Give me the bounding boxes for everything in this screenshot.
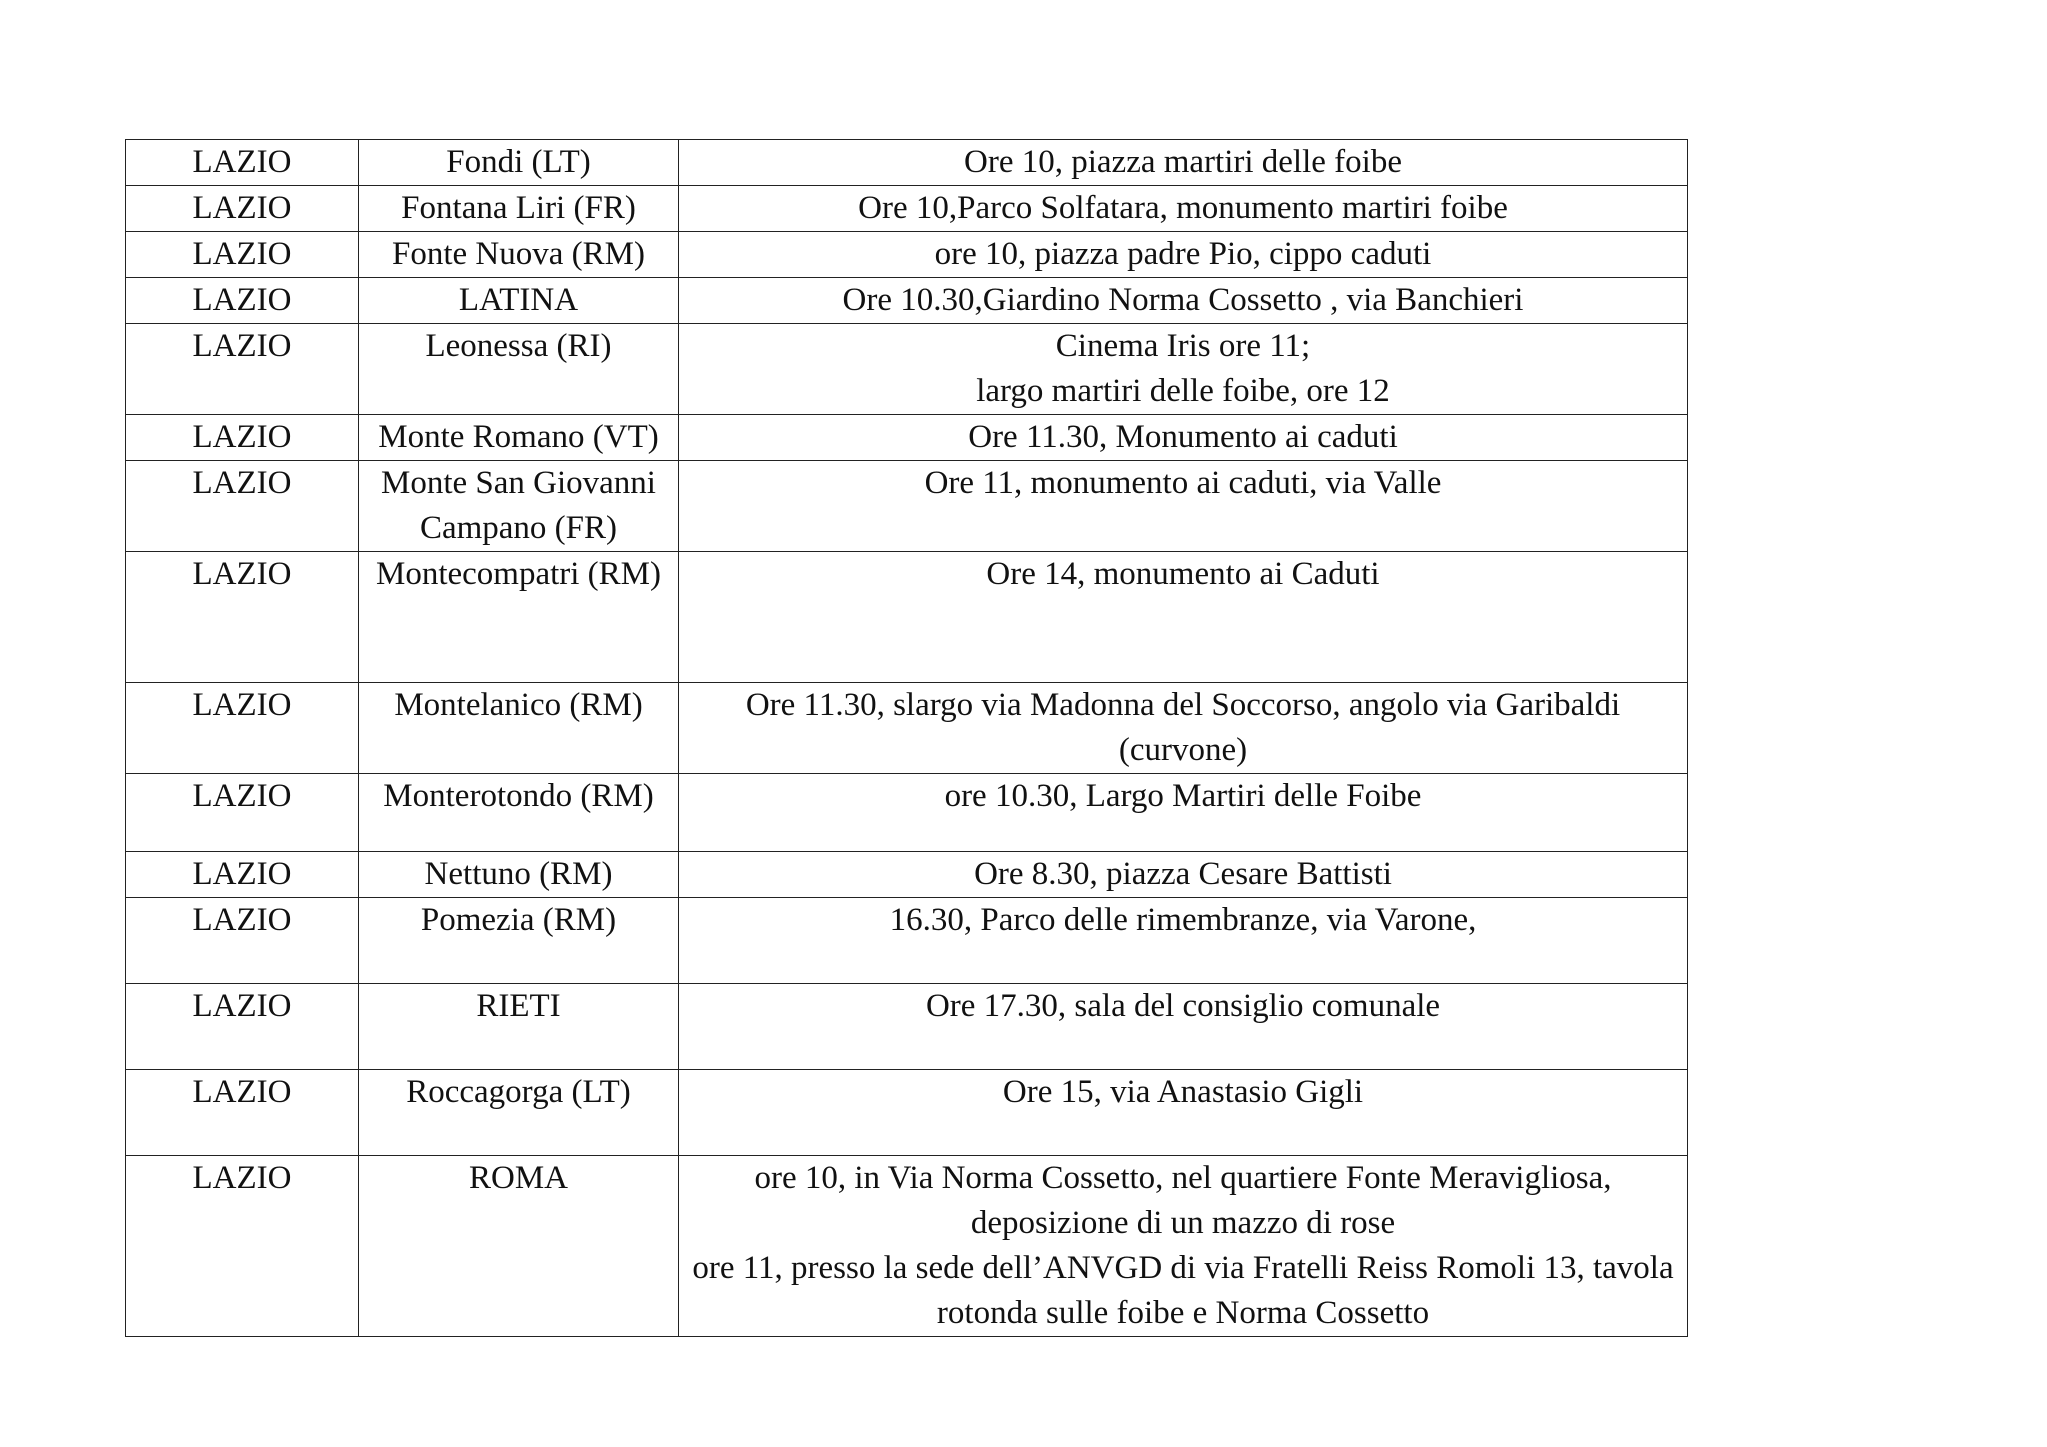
table-row: [126, 461, 1688, 552]
region-cell: LAZIO: [126, 140, 359, 186]
details-line: Ore 15, via Anastasio Gigli: [1002, 1074, 1364, 1110]
place-cell: Leonessa (RI): [359, 324, 679, 415]
details-line: ore 10.30, Largo Martiri delle Foibe: [944, 778, 1422, 814]
details-line: 16.30, Parco delle rimembranze, via Varone,: [889, 902, 1477, 938]
details-line: Ore 11, monumento ai caduti, via Valle: [924, 465, 1442, 501]
table-row: [126, 186, 1688, 232]
details-line: largo martiri delle foibe, ore 12: [976, 373, 1390, 409]
region-cell: LAZIO: [126, 1156, 359, 1337]
details-line: Cinema Iris ore 11;: [1055, 328, 1311, 364]
table-row: [126, 140, 1688, 186]
table-row: [126, 232, 1688, 278]
table-row: [126, 898, 1688, 984]
details-cell: [679, 984, 1688, 1070]
details-line: Ore 8.30, piazza Cesare Battisti: [974, 856, 1392, 892]
table-row: [126, 1156, 1688, 1337]
table-row: [126, 683, 1688, 774]
details-cell: [679, 683, 1688, 774]
details-line: Ore 11.30, slargo via Madonna del Soccorso, angolo via Garibaldi (curvone): [745, 687, 1621, 768]
region-cell: LAZIO: [126, 683, 359, 774]
details-line: Ore 10, piazza martiri delle foibe: [964, 144, 1402, 180]
details-line: Ore 10.30,Giardino Norma Cossetto , via Banchieri: [842, 282, 1524, 318]
details-line: Ore 17.30, sala del consiglio comunale: [925, 988, 1441, 1024]
region-cell: LAZIO: [126, 898, 359, 984]
place-cell: Fondi (LT): [359, 140, 679, 186]
region-cell: LAZIO: [126, 552, 359, 683]
table-row: [126, 324, 1688, 415]
table-row: [126, 552, 1688, 683]
details-cell: [679, 852, 1688, 898]
region-cell: LAZIO: [126, 278, 359, 324]
place-cell: Fonte Nuova (RM): [359, 232, 679, 278]
details-cell: [679, 461, 1688, 552]
details-cell: [679, 898, 1688, 984]
table-row: [126, 415, 1688, 461]
table-row: [126, 1070, 1688, 1156]
table-row: [126, 278, 1688, 324]
place-cell: Fontana Liri (FR): [359, 186, 679, 232]
region-cell: LAZIO: [126, 186, 359, 232]
details-cell: [679, 774, 1688, 852]
details-cell: [679, 1156, 1688, 1337]
events-table: [125, 139, 1688, 1337]
details-cell: [679, 552, 1688, 683]
table-row: [126, 852, 1688, 898]
table-row: [126, 774, 1688, 852]
details-cell: [679, 186, 1688, 232]
details-line: Ore 11.30, Monumento ai caduti: [968, 419, 1398, 455]
details-line: Ore 14, monumento ai Caduti: [986, 556, 1380, 592]
region-cell: LAZIO: [126, 232, 359, 278]
details-cell: [679, 1070, 1688, 1156]
place-cell: Monterotondo (RM): [359, 774, 679, 852]
region-cell: LAZIO: [126, 774, 359, 852]
details-line: ore 10, piazza padre Pio, cippo caduti: [934, 236, 1432, 272]
details-cell: [679, 140, 1688, 186]
place-cell: Nettuno (RM): [359, 852, 679, 898]
details-line: Ore 10,Parco Solfatara, monumento martiri foibe: [858, 190, 1508, 226]
details-line: ore 10, in Via Norma Cossetto, nel quartiere Fonte Meravigliosa, deposizione di un mazzo di rose: [754, 1160, 1612, 1241]
region-cell: LAZIO: [126, 461, 359, 552]
details-line: ore 11, presso la sede dell’ANVGD di via Fratelli Reiss Romoli 13, tavola rotonda sulle foibe e Norma Cossetto: [692, 1250, 1674, 1331]
place-cell: Monte San Giovanni Campano (FR): [359, 461, 679, 552]
place-cell: Monte Romano (VT): [359, 415, 679, 461]
details-cell: [679, 324, 1688, 415]
place-cell: Roccagorga (LT): [359, 1070, 679, 1156]
place-cell: Montelanico (RM): [359, 683, 679, 774]
details-cell: [679, 415, 1688, 461]
place-cell: Pomezia (RM): [359, 898, 679, 984]
place-cell: RIETI: [359, 984, 679, 1070]
place-cell: Montecompatri (RM): [359, 552, 679, 683]
details-cell: [679, 232, 1688, 278]
region-cell: LAZIO: [126, 984, 359, 1070]
region-cell: LAZIO: [126, 1070, 359, 1156]
table-row: [126, 984, 1688, 1070]
region-cell: LAZIO: [126, 324, 359, 415]
details-cell: [679, 278, 1688, 324]
place-cell: ROMA: [359, 1156, 679, 1337]
region-cell: LAZIO: [126, 852, 359, 898]
place-cell: LATINA: [359, 278, 679, 324]
region-cell: LAZIO: [126, 415, 359, 461]
